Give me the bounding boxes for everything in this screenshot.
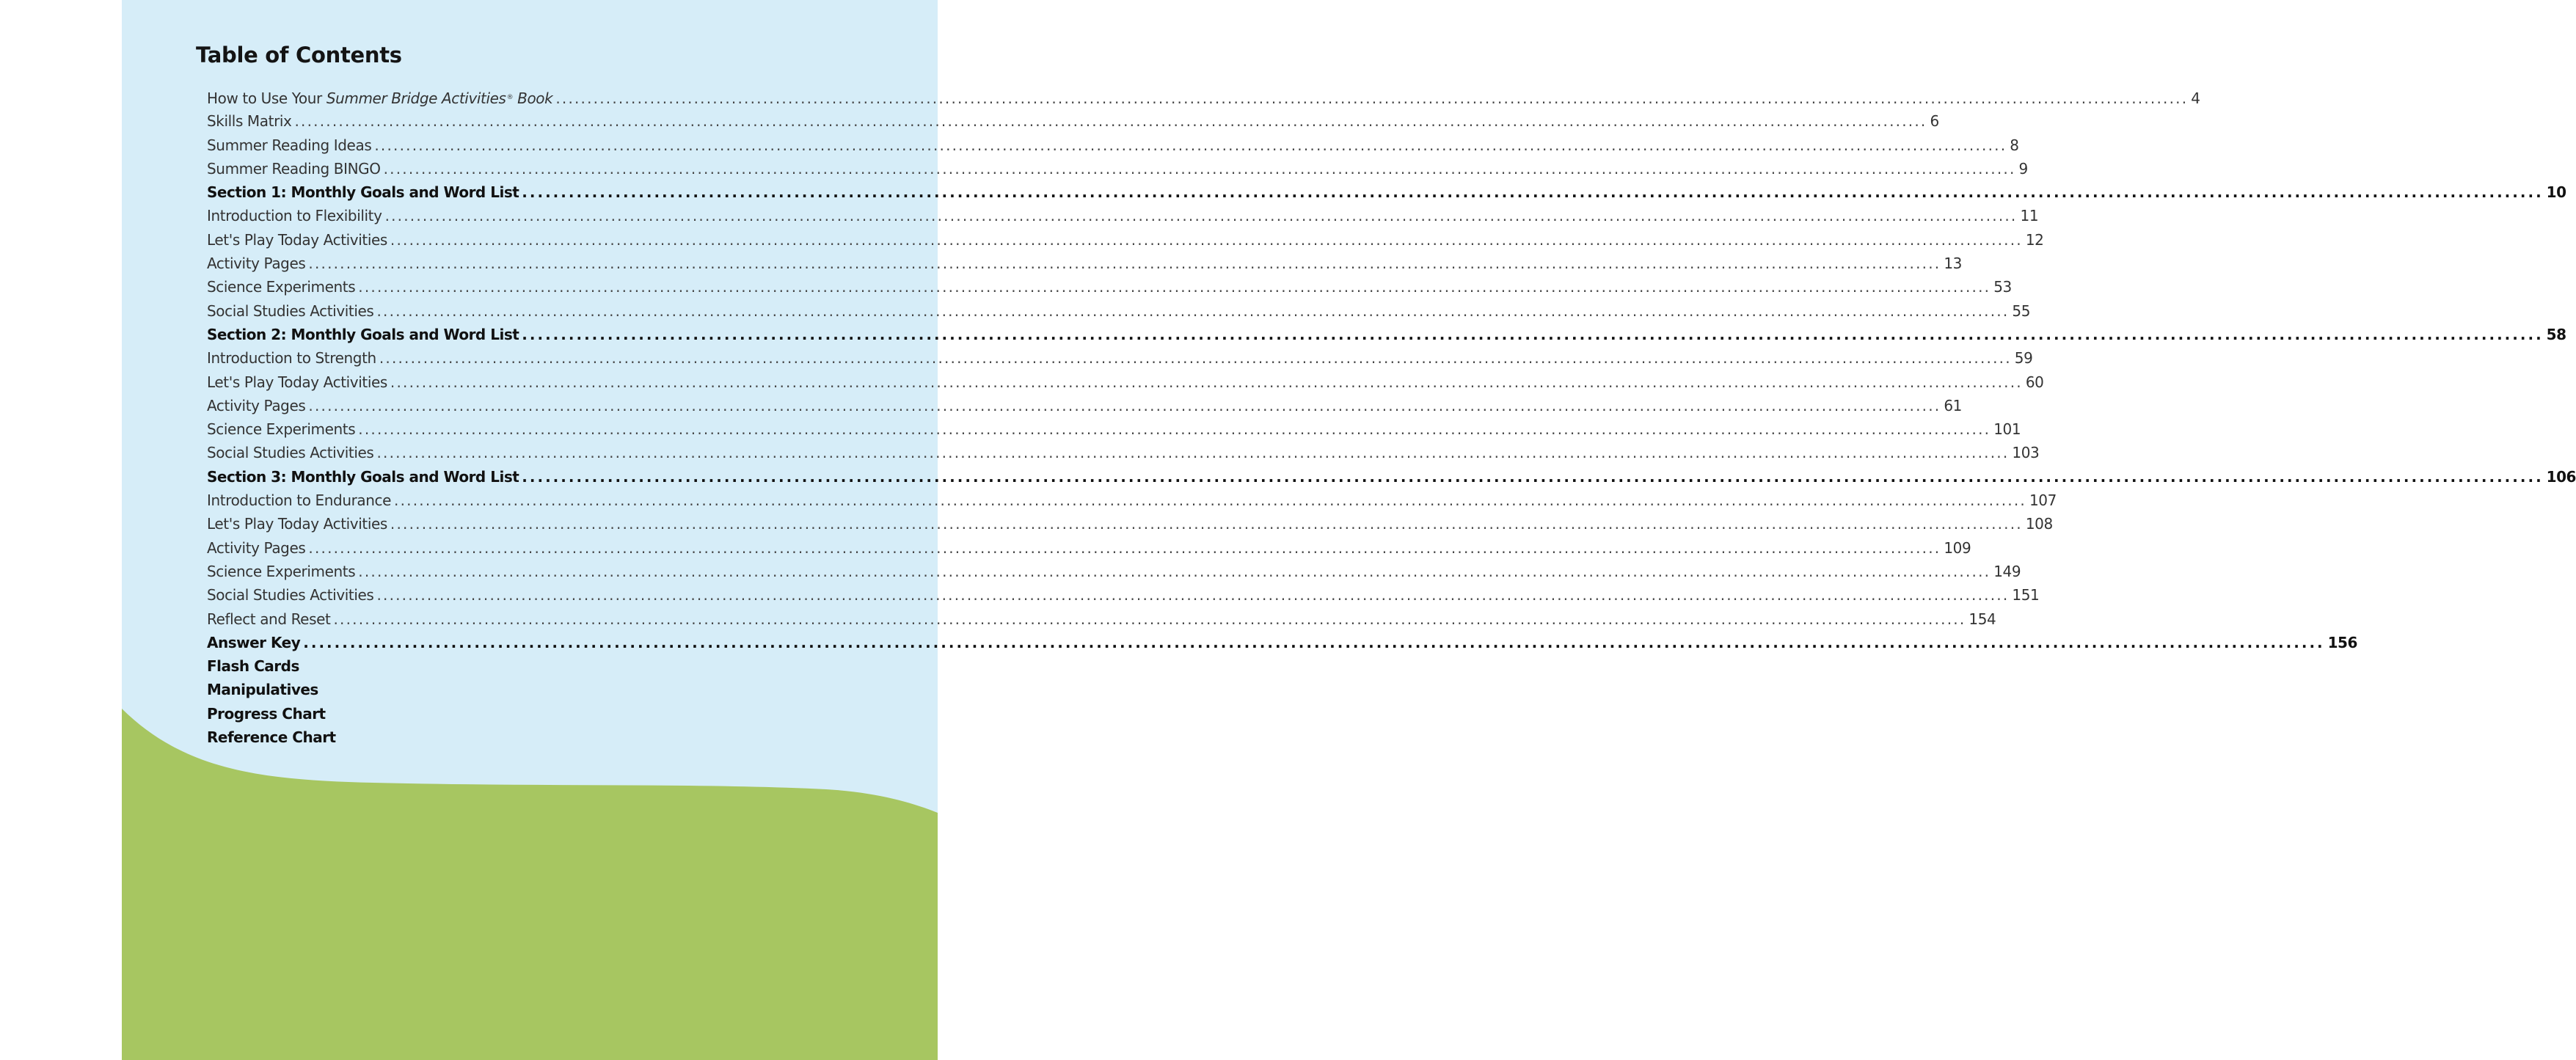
toc-entry-label [207, 607, 330, 631]
toc-entry-page-number: 12 [2025, 230, 2044, 249]
dot-leader: .................................................................................................................................................................................................................................................................... [376, 444, 2010, 462]
toc-entry-page-number: 109 [1944, 538, 1971, 557]
toc-entry-label [207, 631, 300, 654]
dot-leader: .................................................................................................................................................................................................................................................................... [358, 562, 1991, 580]
dot-leader: .................................................................................................................................................................................................................................................................... [383, 159, 2016, 178]
toc-entry-label-text: Progress Chart [207, 704, 326, 723]
toc-entry-label [207, 323, 519, 346]
toc-entry-page-number: 101 [1993, 420, 2021, 439]
toc-entry [207, 394, 1962, 417]
dot-leader: .................................................................................................................................................................................................................................................................... [384, 207, 2018, 225]
toc-entry [207, 465, 2576, 489]
dot-leader: .................................................................................................................................................................................................................................................................... [308, 255, 1941, 273]
toc-entry-label [207, 583, 373, 607]
toc-entry [207, 157, 2028, 180]
toc-entry-label-text: Reference Chart [207, 728, 336, 747]
toc-entry [207, 607, 1996, 631]
toc-entry [207, 489, 2057, 512]
toc-entry-page-number: 58 [2546, 325, 2566, 343]
toc-entry-label [207, 489, 391, 512]
toc-entry-label [207, 560, 355, 583]
toc-entry-page-number: 106 [2546, 467, 2576, 486]
toc-entry-label-text: Social Studies Activities [207, 444, 374, 462]
toc-entry-label-text: Let's Play Today Activities [207, 373, 387, 391]
toc-entry-page-number: 10 [2546, 183, 2566, 202]
page-title: Table of Contents [196, 43, 402, 67]
toc-entry [207, 678, 867, 701]
toc-entry [207, 417, 2021, 441]
toc-entry-label [207, 299, 373, 323]
toc-entry-label [207, 252, 305, 275]
toc-entry [207, 299, 2031, 323]
toc-entry-label-text: Manipulatives [207, 681, 318, 699]
toc-entry-label-text: Social Studies Activities [207, 586, 374, 604]
toc-entry-label-text: Science Experiments [207, 278, 356, 296]
toc-entry-page-number: 151 [2012, 586, 2040, 604]
toc-entry [207, 725, 867, 749]
toc-entry-label-text: Answer Key [207, 633, 301, 651]
toc-entry [207, 86, 2200, 109]
toc-entry [207, 109, 1939, 133]
toc-entry [207, 441, 2040, 464]
dot-leader: .................................................................................................................................................................................................................................................................... [379, 349, 2012, 368]
dot-leader: .................................................................................................................................................................................................................................................................... [555, 89, 2189, 107]
toc-entry-label [207, 394, 305, 417]
dot-leader: .................................................................................................................................................................................................................................................................... [522, 183, 2544, 202]
toc-entry-label-text: Skills Matrix [207, 112, 292, 131]
dot-leader: .................................................................................................................................................................................................................................................................... [522, 467, 2544, 486]
toc-entry-label-text: Introduction to Flexibility [207, 207, 382, 225]
dot-leader: .................................................................................................................................................................................................................................................................... [376, 301, 2010, 320]
toc-entry-label-text: Science Experiments [207, 420, 356, 439]
toc-entry-page-number: 108 [2025, 515, 2053, 533]
toc-entry-label [207, 370, 387, 394]
toc-entry-label [207, 441, 373, 464]
toc-entry [207, 512, 2053, 536]
dot-leader: .................................................................................................................................................................................................................................................................... [358, 420, 1991, 439]
toc-entry-page-number: 103 [2012, 444, 2040, 462]
toc-entry-label-text: How to Use Your [207, 89, 326, 107]
toc-entry-page-number: 4 [2191, 89, 2200, 107]
table-of-contents [207, 86, 2576, 749]
toc-entry-page-number: 61 [1944, 396, 1962, 414]
toc-entry-label-text: Activity Pages [207, 255, 306, 273]
toc-entry-label-text: Let's Play Today Activities [207, 230, 387, 249]
toc-entry [207, 134, 2019, 157]
toc-entry-page-number: 156 [2327, 633, 2357, 651]
dot-leader: .................................................................................................................................................................................................................................................................... [294, 112, 1927, 131]
toc-entry [207, 654, 867, 678]
toc-entry-label-text: Summer Reading Ideas [207, 136, 372, 154]
toc-entry [207, 228, 2044, 252]
toc-entry-page-number: 9 [2018, 159, 2028, 178]
toc-entry-label [207, 678, 318, 701]
dot-leader: .................................................................................................................................................................................................................................................................... [308, 538, 1941, 557]
toc-entry-label [207, 346, 376, 370]
dot-leader: .................................................................................................................................................................................................................................................................... [522, 325, 2544, 343]
toc-entry-label-text: Introduction to Strength [207, 349, 376, 368]
toc-entry-page-number: 55 [2012, 301, 2031, 320]
toc-entry-label-text: Reflect and Reset [207, 610, 331, 628]
toc-entry [207, 346, 2033, 370]
toc-entry [207, 702, 867, 725]
book-page [122, 0, 2576, 1060]
toc-entry-label-text: Introduction to Endurance [207, 491, 392, 510]
toc-entry-label-text: Let's Play Today Activities [207, 515, 387, 533]
toc-entry-label [207, 702, 326, 725]
toc-entry-label-text: Summer Reading BINGO [207, 159, 381, 178]
toc-entry-label-text: Section 3: Monthly Goals and Word List [207, 467, 519, 486]
toc-entry-label-text: Activity Pages [207, 396, 306, 414]
toc-entry-label [207, 512, 387, 536]
dot-leader: .................................................................................................................................................................................................................................................................... [394, 491, 2026, 510]
toc-entry-label [207, 86, 552, 110]
toc-entry-label-text: Activity Pages [207, 538, 306, 557]
registered-mark: ® [506, 94, 514, 101]
toc-entry-label-text: Section 2: Monthly Goals and Word List [207, 325, 519, 343]
toc-entry-label-text: Section 1: Monthly Goals and Word List [207, 183, 519, 202]
toc-entry-page-number: 149 [1993, 562, 2021, 580]
dot-leader: .................................................................................................................................................................................................................................................................... [333, 610, 1966, 628]
toc-entry [207, 370, 2044, 394]
dot-leader: .................................................................................................................................................................................................................................................................... [390, 515, 2023, 533]
dot-leader: .................................................................................................................................................................................................................................................................... [374, 136, 2007, 154]
toc-entry-label-text: Flash Cards [207, 657, 299, 676]
dot-leader: .................................................................................................................................................................................................................................................................... [358, 278, 1991, 296]
toc-entry [207, 560, 2021, 583]
toc-entry-label [207, 536, 305, 560]
toc-entry [207, 275, 2012, 299]
toc-entry-label-text: Social Studies Activities [207, 301, 374, 320]
toc-entry [207, 583, 2040, 607]
toc-entry-label-suffix: Book [513, 89, 553, 107]
toc-entry [207, 323, 2566, 346]
toc-entry-label [207, 180, 519, 204]
toc-entry [207, 252, 1962, 275]
toc-entry-label-text: Science Experiments [207, 562, 356, 580]
toc-entry-page-number: 107 [2029, 491, 2057, 510]
toc-entry-book-title: Summer Bridge Activities [326, 89, 506, 107]
toc-entry-label [207, 275, 355, 299]
toc-entry-page-number: 53 [1993, 278, 2012, 296]
toc-entry-label [207, 109, 292, 133]
toc-entry-label [207, 654, 299, 678]
toc-entry-page-number: 6 [1930, 112, 1939, 131]
toc-entry [207, 631, 2357, 654]
toc-entry-page-number: 8 [2010, 136, 2019, 154]
toc-entry [207, 180, 2566, 204]
toc-entry-page-number: 154 [1969, 610, 1996, 628]
toc-entry-label [207, 134, 371, 157]
dot-leader: .................................................................................................................................................................................................................................................................... [308, 396, 1941, 414]
toc-entry-page-number: 60 [2025, 373, 2044, 391]
dot-leader: .................................................................................................................................................................................................................................................................... [390, 230, 2023, 249]
toc-entry-label [207, 157, 381, 180]
toc-entry-label [207, 725, 336, 749]
toc-entry-page-number: 13 [1944, 255, 1962, 273]
toc-entry [207, 204, 2039, 227]
toc-entry-page-number: 11 [2020, 207, 2039, 225]
toc-entry-label [207, 228, 387, 252]
toc-entry-label [207, 417, 355, 441]
dot-leader: .................................................................................................................................................................................................................................................................... [390, 373, 2023, 391]
toc-entry [207, 536, 1971, 560]
toc-entry-label [207, 204, 382, 227]
toc-entry-label [207, 465, 519, 489]
toc-entry-page-number: 59 [2014, 349, 2033, 368]
dot-leader: .................................................................................................................................................................................................................................................................... [376, 586, 2010, 604]
dot-leader: .................................................................................................................................................................................................................................................................... [303, 633, 2325, 651]
